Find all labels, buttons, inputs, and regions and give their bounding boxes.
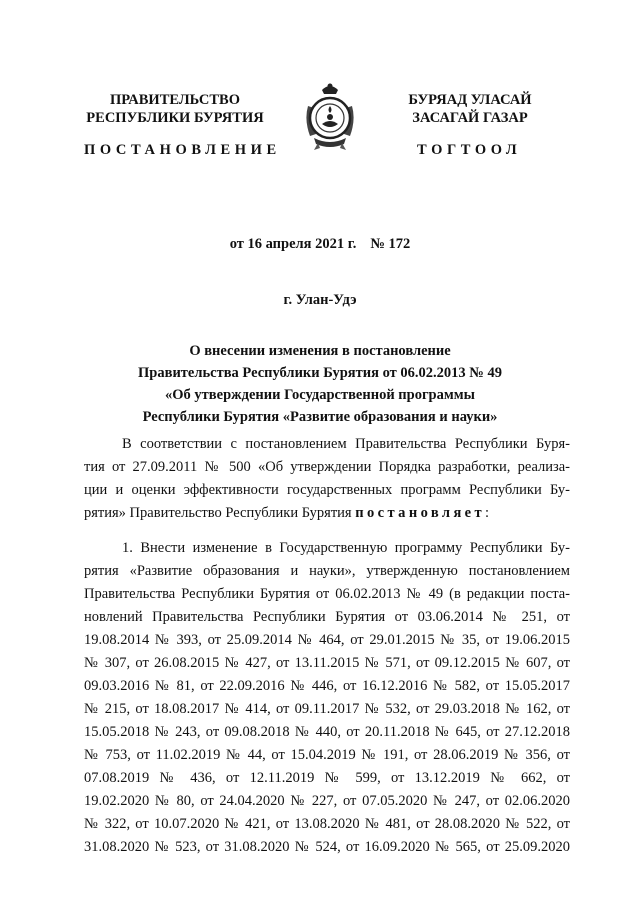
document-city: г. Улан-Удэ	[283, 292, 357, 308]
preamble-suffix: :	[485, 505, 490, 521]
body-line: тия от 27.09.2011 № 500 «Об утверждении Порядка разработки, реализа-	[84, 459, 570, 475]
header-right-line-1: БУРЯАД УЛАСАЙ	[408, 92, 532, 108]
document-number: № 172	[370, 236, 411, 252]
title-line: «Об утверждении Государственной программы	[165, 387, 475, 403]
body-line: В соответствии с постановлением Правительства Республики Буря-	[122, 436, 570, 452]
body-line: 1. Внести изменение в Государственную программу Республики Бу-	[122, 540, 570, 556]
body-line: 09.03.2016 № 81, от 22.09.2016 № 446, от 16.12.2016 № 582, от 15.05.2017	[84, 678, 570, 694]
coat-of-arms-icon	[300, 80, 360, 152]
document-date: от 16 апреля 2021 г.	[229, 236, 357, 252]
body-line: 19.08.2014 № 393, от 25.09.2014 № 464, от 29.01.2015 № 35, от 19.06.2015	[84, 632, 570, 648]
title-line: О внесении изменения в постановление	[189, 343, 451, 359]
body-line: 19.02.2020 № 80, от 24.04.2020 № 227, от 07.05.2020 № 247, от 02.06.2020	[84, 793, 570, 809]
resolves-word: постановляет	[355, 505, 486, 521]
item-1-paragraph	[84, 537, 570, 859]
date-number-line	[0, 236, 640, 253]
body-line: № 322, от 10.07.2020 № 421, от 13.08.2020 № 481, от 28.08.2020 № 522, от	[84, 816, 570, 832]
header-left-line-2: РЕСПУБЛИКИ БУРЯТИЯ	[86, 110, 264, 126]
body-line: рятия «Развитие образования и науки», утвержденную постановлением	[84, 563, 570, 579]
body-line: 31.08.2020 № 523, от 31.08.2020 № 524, от 16.09.2020 № 565, от 25.09.2020	[84, 839, 570, 855]
body-line: № 753, от 11.02.2019 № 44, от 15.04.2019 № 191, от 28.06.2019 № 356, от	[84, 747, 570, 763]
preamble-paragraph	[84, 433, 570, 525]
doc-type-russian: ПОСТАНОВЛЕНИЕ	[84, 142, 281, 158]
body-line: 15.05.2018 № 243, от 09.08.2018 № 440, от 20.11.2018 № 645, от 27.12.2018	[84, 724, 570, 740]
header-left-block	[85, 91, 265, 127]
title-line: Республики Бурятия «Развитие образования и науки»	[142, 409, 498, 425]
body-line: новлений Правительства Республики Бурятия от 03.06.2014 № 251, от	[84, 609, 570, 625]
doc-type-buryat: ТОГТООЛ	[417, 142, 522, 158]
preamble-prefix: рятия» Правительство Республики Бурятия	[84, 505, 356, 521]
title-line: Правительства Республики Бурятия от 06.02.2013 № 49	[138, 365, 502, 381]
body-line: № 215, от 18.08.2017 № 414, от 09.11.2017 № 532, от 29.03.2018 № 162, от	[84, 701, 570, 717]
body-line: Правительства Республики Бурятия от 06.02.2013 № 49 (в редакции поста-	[84, 586, 570, 602]
header-right-line-2: ЗАСАГАЙ ГАЗАР	[412, 110, 528, 126]
header-right-block	[395, 91, 545, 127]
body-line: № 307, от 26.08.2015 № 427, от 13.11.2015 № 571, от 09.12.2015 № 607, от	[84, 655, 570, 671]
body-line: 07.08.2019 № 436, от 12.11.2019 № 599, от 13.12.2019 № 662, от	[84, 770, 570, 786]
body-line: ции и оценки эффективности государственных программ Республики Бу-	[84, 482, 570, 498]
document-title	[60, 340, 580, 428]
body-line-last	[84, 502, 570, 525]
header-left-line-1: ПРАВИТЕЛЬСТВО	[110, 92, 240, 108]
